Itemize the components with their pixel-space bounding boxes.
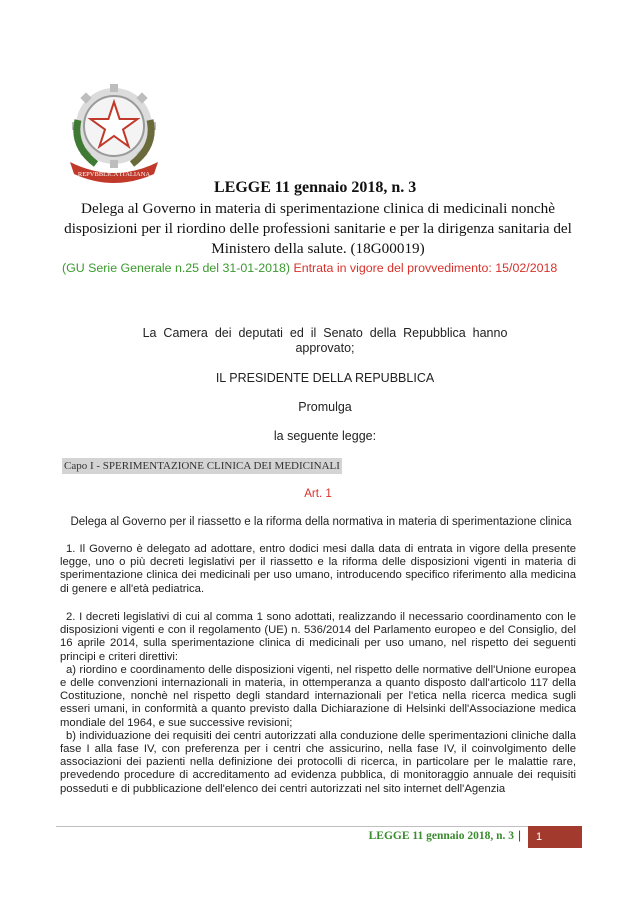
- legge-line: la seguente legge:: [273, 429, 377, 443]
- vigore-date: 15/02/2018: [495, 261, 558, 275]
- vigore-label: Entrata in vigore del provvedimento:: [293, 261, 492, 275]
- point-a-text: a) riordino e coordinamento delle disposizioni vigenti, nel rispetto delle normative dell'Unione europea e delle convenzioni internazionali in materia, in ottemperanza a quanto disposto dall'articolo 117 della Costituzione, nonchè nel rispetto degli standard internazionali per l'etica nella ricerca medica sugli esseri umani, in conformità a quanto previsto dalla Dichiarazione di Helsinki dell'Associazione medica mondiale del 1964, e sue successive revisioni;: [60, 663, 576, 729]
- camera-line-2: approvato;: [295, 341, 355, 355]
- gazette-line: [62, 261, 557, 275]
- point-b-text: b) individuazione dei requisiti dei centri autorizzati alla conduzione delle sperimentazioni cliniche dalla fase I alla fase IV, con preferenza per i centri che assicurino, nella fase IV, il coinvolgimento delle associazioni dei pazienti nella definizione dei protocolli di ricerca, in particolare per le malattie rare, prevedendo procedure di accreditamento ad evidenza pubblica, di monitoraggio annuale dei requisiti posseduti e di pubblicazione dell'elenco dei centri autorizzati nel sito internet dell'Agenzia: [60, 729, 576, 795]
- footer-separator: |: [518, 828, 522, 842]
- law-subtitle-line-2: disposizioni per il riordino delle professioni sanitarie e per la dirigenza sanitaria del: [64, 220, 572, 237]
- paragraph-2-text: 2. I decreti legislativi di cui al comma 1 sono adottati, realizzando il necessario coordinamento con le disposizioni vigenti e con il regolamento (UE) n. 536/2014 del Parlamento europeo e del Consiglio, del 16 aprile 2014, sulla sperimentazione clinica di medicinali per uso umano, nel rispetto dei seguenti principi e criteri direttivi:: [60, 611, 576, 663]
- law-subtitle-line-1: Delega al Governo in materia di sperimentazione clinica di medicinali nonchè: [80, 200, 555, 217]
- article-paragraph-2: [60, 611, 576, 796]
- article-paragraph-1: [60, 543, 576, 596]
- footer-divider: [56, 826, 582, 827]
- camera-approvato: [80, 326, 570, 356]
- capo-heading: Capo I - SPERIMENTAZIONE CLINICA DEI MEDICINALI: [64, 460, 340, 472]
- article-title: Delega al Governo per il riassetto e la riforma della normativa in materia di sperimentazione clinica: [70, 516, 572, 528]
- law-title: LEGGE 11 gennaio 2018, n. 3: [214, 179, 417, 196]
- promulga-line: Promulga: [298, 400, 352, 414]
- paragraph-1-text: 1. Il Governo è delegato ad adottare, entro dodici mesi dalla data di entrata in vigore della presente legge, uno o più decreti legislativi per il riassetto e la riforma delle disposizioni vigenti in materia di sperimentazione clinica dei medicinali per uso umano, introducendo specifico riferimento alla medicina di genere e all'età pediatrica.: [60, 543, 576, 595]
- article-number: Art. 1: [304, 488, 332, 500]
- page-number: 1: [528, 826, 582, 848]
- gazette-reference: (GU Serie Generale n.25 del 31-01-2018): [62, 261, 290, 275]
- president-line: IL PRESIDENTE DELLA REPUBBLICA: [215, 371, 435, 385]
- italian-republic-emblem-icon: [62, 80, 166, 184]
- camera-line-1: La Camera dei deputati ed il Senato della Repubblica hanno: [142, 326, 508, 340]
- law-subtitle-line-3: Ministero della salute. (18G00019): [211, 240, 425, 257]
- document-header: [60, 178, 576, 258]
- svg-text:REPVBBLICA ITALIANA: REPVBBLICA ITALIANA: [77, 171, 151, 178]
- footer-title: LEGGE 11 gennaio 2018, n. 3: [368, 830, 514, 842]
